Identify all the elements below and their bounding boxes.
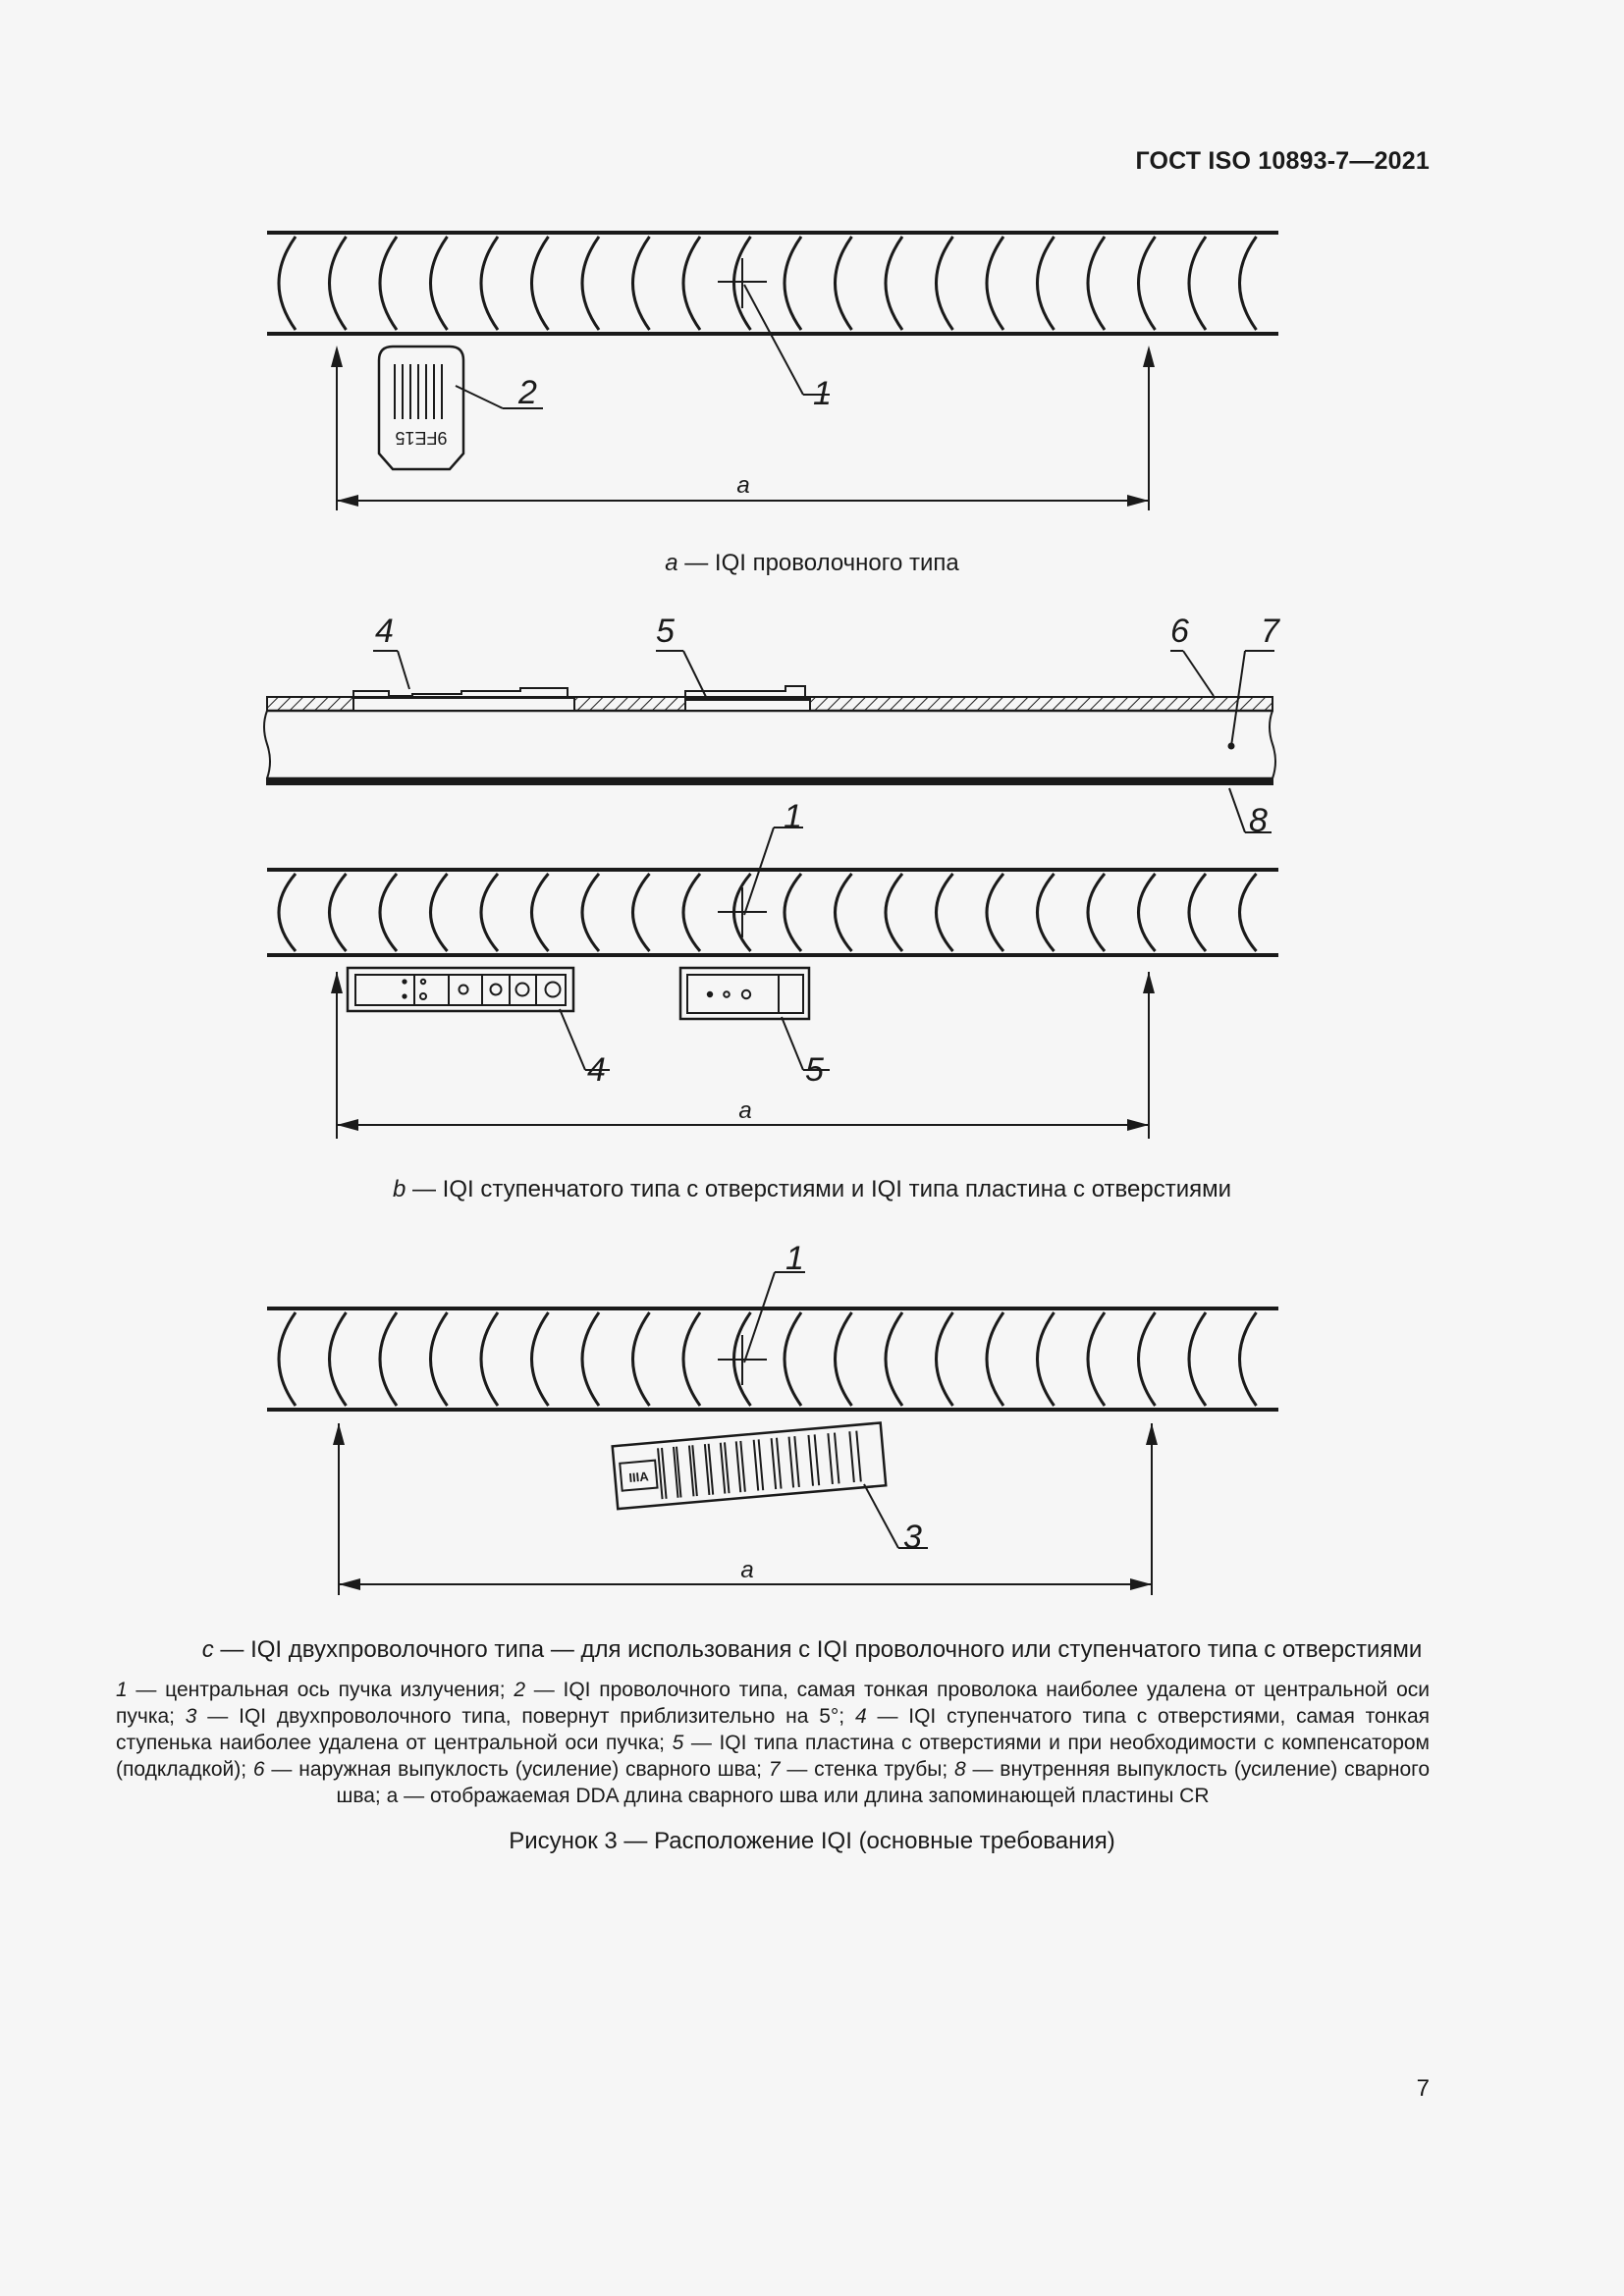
weld-ripple-arc xyxy=(836,237,852,330)
weld-ripple-arc xyxy=(481,237,498,330)
weld-seam-a xyxy=(267,233,1278,334)
beam-axis-cross-c xyxy=(718,1335,767,1385)
caption-c-text: — IQI двухпроволочного типа — для использования с IQI проволочного или ступенчатого типа с отверстиями xyxy=(213,1636,1423,1663)
weld-ripple-arc xyxy=(279,1312,296,1406)
weld-ripple-arc xyxy=(633,874,650,951)
legend-text-6: — наружная выпуклость (усиление) сварного шва; xyxy=(264,1758,769,1781)
weld-ripples-b xyxy=(279,874,1257,951)
weld-ripple-arc xyxy=(683,1312,700,1406)
leader-line-8 xyxy=(1229,788,1245,832)
weld-ripple-arc xyxy=(582,237,599,330)
weld-ripple-arc xyxy=(582,874,599,951)
leader-line-4-section xyxy=(398,651,409,689)
weld-ripple-arc xyxy=(1189,874,1206,951)
legend-text-3: — IQI двухпроволочного типа, повернут приблизительно на 5°; xyxy=(196,1705,855,1728)
duplex-wire xyxy=(849,1431,854,1482)
weld-ripple-arc xyxy=(1139,1312,1156,1406)
weld-ripple-arc xyxy=(1038,1312,1055,1406)
weld-ripple-arc xyxy=(279,874,296,951)
duplex-wire xyxy=(740,1441,745,1492)
duplex-wire xyxy=(759,1439,764,1490)
duplex-wire xyxy=(835,1433,839,1484)
legend-num-6: 6 xyxy=(252,1758,265,1781)
weld-ripple-arc xyxy=(532,237,549,330)
weld-ripple-arc xyxy=(532,1312,549,1406)
weld-ripple-arc xyxy=(481,874,498,951)
weld-ripple-arc xyxy=(1189,237,1206,330)
weld-ripple-arc xyxy=(886,874,902,951)
weld-ripple-arc xyxy=(1139,874,1156,951)
step-hole-iqi-4 xyxy=(348,968,573,1011)
duplex-wire xyxy=(736,1441,741,1492)
weld-ripple-arc xyxy=(683,237,700,330)
plate-hole-iqi-5 xyxy=(680,968,809,1019)
weld-ripples-c xyxy=(279,1312,1257,1406)
panel-b-plan xyxy=(267,828,1278,1139)
caption-b-text: — IQI ступенчатого типа с отверстиями и IQI типа пластина с отверстиями xyxy=(406,1176,1232,1202)
callout-5-plan: 5 xyxy=(805,1051,824,1089)
duplex-wire xyxy=(815,1434,820,1485)
legend-text-2: — IQI проволочного типа, самая тонкая проволока наиболее удалена от центральной оси пучка; xyxy=(116,1679,1430,1728)
weld-seam-b xyxy=(267,870,1278,955)
caption-a-text: — IQI проволочного типа xyxy=(677,550,959,576)
weld-ripple-arc xyxy=(886,1312,902,1406)
beam-axis-cross-a xyxy=(718,258,767,308)
caption-c xyxy=(0,1636,1624,1664)
panel-a xyxy=(267,233,1278,510)
legend-text-8: — внутренняя выпуклость (усиление) сварного шва; а — отображаемая DDA длина сварного шва или длина запоминающей пластины CR xyxy=(336,1758,1430,1807)
weld-ripple-arc xyxy=(785,237,801,330)
weld-ripple-arc xyxy=(380,237,397,330)
weld-ripple-arc xyxy=(431,237,448,330)
weld-ripple-arc xyxy=(330,237,347,330)
weld-ripple-arc xyxy=(532,874,549,951)
weld-ripple-arc xyxy=(987,237,1003,330)
callout-4-section: 4 xyxy=(375,613,394,650)
weld-ripple-arc xyxy=(937,237,953,330)
duplex-wire xyxy=(856,1431,861,1482)
leader-line-4-plan xyxy=(560,1009,585,1070)
callout-7: 7 xyxy=(1261,613,1279,650)
weld-ripple-arc xyxy=(683,874,700,951)
panel-b-cross-section xyxy=(264,651,1275,832)
callout-6: 6 xyxy=(1170,613,1189,650)
duplex-wire xyxy=(721,1443,726,1494)
weld-ripple-arc xyxy=(431,1312,448,1406)
weld-ripple-arc xyxy=(1240,874,1257,951)
legend-text-7: — стенка трубы; xyxy=(780,1758,954,1781)
caption-a-letter: a xyxy=(665,550,678,576)
step-hole-iqi-4-section xyxy=(353,688,574,711)
weld-seam-c xyxy=(267,1308,1278,1410)
legend-text-1: — центральная ось пучка излучения; xyxy=(127,1679,514,1701)
duplex-wire xyxy=(777,1438,782,1489)
weld-ripple-arc xyxy=(785,874,801,951)
weld-ripple-arc xyxy=(481,1312,498,1406)
legend-num-1: 1 xyxy=(116,1679,128,1701)
leader-line-3 xyxy=(864,1484,898,1548)
caption-b-letter: b xyxy=(392,1176,406,1202)
weld-ripple-arc xyxy=(836,874,852,951)
weld-ripple-arc xyxy=(1240,237,1257,330)
figure-title: Рисунок 3 — Расположение IQI (основные требования) xyxy=(509,1828,1115,1854)
legend-num-7: 7 xyxy=(768,1758,781,1781)
weld-ripple-arc xyxy=(279,237,296,330)
dimension-label-a-panel-c: a xyxy=(740,1557,754,1583)
duplex-wire xyxy=(754,1440,759,1491)
weld-ripple-arc xyxy=(380,874,397,951)
caption-a xyxy=(0,550,1624,577)
weld-ripple-arc xyxy=(785,1312,801,1406)
callout-2: 2 xyxy=(518,374,537,411)
figure-legend xyxy=(116,1677,1430,1809)
panel-c xyxy=(267,1272,1278,1595)
weld-ripple-arc xyxy=(987,874,1003,951)
leader-line-1a xyxy=(744,285,803,395)
weld-ripple-arc xyxy=(1038,237,1055,330)
wire-iqi-marking: 9FE15 xyxy=(395,428,448,448)
callout-4-plan: 4 xyxy=(587,1051,606,1089)
callout-5-section: 5 xyxy=(656,613,675,650)
weld-ripple-arc xyxy=(886,237,902,330)
inner-weld-reinforcement-8 xyxy=(267,778,1272,784)
weld-ripple-arc xyxy=(836,1312,852,1406)
weld-ripple-arc xyxy=(431,874,448,951)
weld-ripple-arc xyxy=(1189,1312,1206,1406)
weld-ripple-arc xyxy=(937,1312,953,1406)
plate-hole-iqi-5-section xyxy=(685,686,810,711)
weld-ripples-a xyxy=(279,237,1257,330)
dimension-label-a-panel-a: a xyxy=(736,472,750,499)
duplex-wire xyxy=(772,1438,777,1489)
weld-ripple-arc xyxy=(937,874,953,951)
legend-num-5: 5 xyxy=(672,1732,684,1754)
duplex-iqi-marking: IIIA xyxy=(627,1468,650,1485)
weld-ripple-arc xyxy=(1088,1312,1105,1406)
callout-8: 8 xyxy=(1249,802,1268,839)
weld-ripple-arc xyxy=(1139,237,1156,330)
leader-line-6 xyxy=(1183,651,1214,696)
weld-ripple-arc xyxy=(380,1312,397,1406)
caption-b xyxy=(0,1176,1624,1203)
weld-ripple-arc xyxy=(582,1312,599,1406)
weld-ripple-arc xyxy=(1038,874,1055,951)
weld-ripple-arc xyxy=(330,874,347,951)
leader-line-5-plan xyxy=(782,1017,803,1070)
legend-num-4: 4 xyxy=(854,1705,867,1728)
duplex-wire xyxy=(828,1433,833,1484)
callout-3: 3 xyxy=(903,1519,922,1556)
legend-num-8: 8 xyxy=(953,1758,966,1781)
weld-ripple-arc xyxy=(1240,1312,1257,1406)
duplex-wire xyxy=(794,1436,799,1487)
document-header: ГОСТ ISO 10893-7—2021 xyxy=(1135,147,1430,175)
callout-1-panel-a: 1 xyxy=(813,375,832,412)
weld-ripple-arc xyxy=(987,1312,1003,1406)
weld-ripple-arc xyxy=(330,1312,347,1406)
weld-ripple-arc xyxy=(1088,237,1105,330)
wire-iqi-2 xyxy=(379,347,463,469)
beam-axis-cross-b xyxy=(718,887,767,937)
weld-ripple-arc xyxy=(633,1312,650,1406)
caption-c-letter: c xyxy=(201,1636,214,1663)
duplex-wire xyxy=(725,1442,730,1493)
dimension-label-a-panel-b: a xyxy=(738,1097,752,1124)
callout-1-panel-b: 1 xyxy=(784,798,802,835)
duplex-wire-iqi-3 xyxy=(613,1422,887,1509)
legend-text-4: — IQI ступенчатого типа с отверстиями, самая тонкая ступенька наиболее удалена от центральной оси пучка; xyxy=(116,1705,1430,1754)
legend-num-3: 3 xyxy=(185,1705,197,1728)
weld-ripple-arc xyxy=(633,237,650,330)
weld-ripple-arc xyxy=(1088,874,1105,951)
duplex-wire xyxy=(789,1437,794,1488)
pipe-wall-7 xyxy=(264,711,1275,778)
legend-text-5: — IQI типа пластина с отверстиями и при необходимости с компенсатором (подкладкой); xyxy=(116,1732,1430,1781)
duplex-wire xyxy=(808,1435,813,1486)
callout-1-panel-c: 1 xyxy=(785,1240,804,1277)
legend-num-2: 2 xyxy=(514,1679,525,1701)
page-number: 7 xyxy=(1416,2075,1430,2102)
